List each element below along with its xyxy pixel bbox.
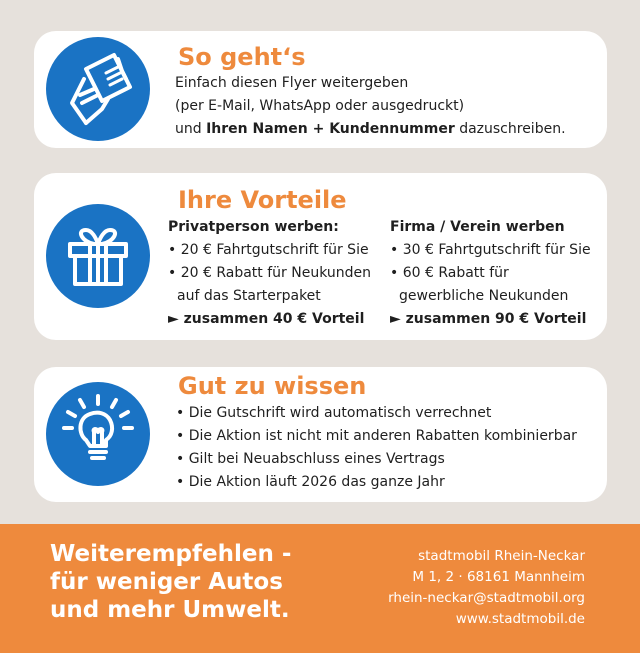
section-title: Ihre Vorteile [178, 186, 347, 214]
company-column: Firma / Verein werben • 30 € Fahrtgutschrift für Sie • 60 € Rabatt für gewerbliche Neukunden ► zusammen 90 € Vorteil [390, 219, 591, 327]
section-title: So geht‘s [178, 43, 306, 71]
lightbulb-icon [46, 382, 150, 486]
list-item: • Die Aktion läuft 2026 das ganze Jahr [176, 474, 445, 490]
list-item: • Die Gutschrift wird automatisch verrechnet [176, 405, 492, 421]
list-item: • Die Aktion ist nicht mit anderen Rabatten kombinierbar [176, 428, 577, 444]
website-link[interactable]: www.stadtmobil.de [455, 611, 585, 627]
footer-banner [0, 524, 640, 653]
gift-icon [46, 204, 150, 308]
good-to-know-card [34, 367, 607, 502]
contact-block [388, 546, 585, 630]
hand-flyer-icon [46, 37, 150, 141]
org-name: stadtmobil Rhein-Neckar [418, 548, 585, 564]
address: M 1, 2 · 68161 Mannheim [412, 569, 585, 585]
email-link[interactable]: rhein-neckar@stadtmobil.org [388, 590, 585, 606]
private-column: Privatperson werben: • 20 € Fahrtgutschrift für Sie • 20 € Rabatt für Neukunden auf das Starterpaket ► zusammen 40 € Vorteil [168, 219, 371, 327]
list-item: • Gilt bei Neuabschluss eines Vertrags [176, 451, 445, 467]
benefits-card [34, 173, 607, 340]
info-list [176, 402, 577, 494]
slogan: Weiterempfehlen - für weniger Autos und mehr Umwelt. [50, 541, 292, 623]
instruction-text: Einfach diesen Flyer weitergeben (per E-Mail, WhatsApp oder ausgedruckt) und Ihren Namen + Kundennummer dazuschreiben. [175, 75, 566, 137]
how-it-works-card [34, 31, 607, 148]
section-title: Gut zu wissen [178, 372, 367, 400]
